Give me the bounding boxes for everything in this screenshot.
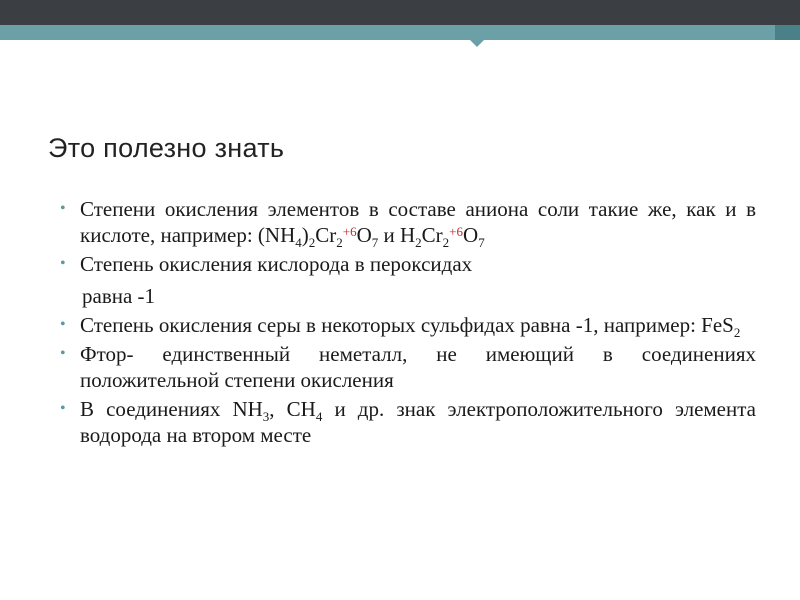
bullet-item-sulfide-sulfur: • Степень окисления серы в некоторых сульфидах равна -1, например: FeS$_2$ (60, 313, 741, 340)
header-dark-band (0, 0, 800, 25)
header-teal-band (0, 25, 800, 40)
bullet-item-hydrogen-compounds: • В соединениях $NH_3$, $CH_4$ и др. знак электроположительного элемента водорода на втором месте (60, 397, 756, 447)
bullet-icon: • (60, 200, 66, 217)
bullet-item-peroxide-oxygen: • Степень окисления кислорода в пероксидах (60, 252, 473, 276)
bullet-item-peroxide-value: равна -1 (82, 284, 156, 308)
header-triangle-marker (470, 40, 484, 47)
bullet-list (60, 196, 756, 451)
bullet-item-fluorine: • Фтор- единственный неметалл, не имеющий в соединениях положительной степени окисления (60, 342, 756, 392)
bullet-icon: • (60, 345, 66, 362)
bullet-item-anion-oxidation: • Степени окисления элементов в составе аниона соли такие же, как и в кислоте, например: $(NH_4)_2Cr_2^{+6}O_7$ и $H_2Cr_2^{+6}O_7$ (60, 197, 756, 250)
bullet-icon: • (60, 316, 66, 333)
header-teal-corner (775, 25, 800, 40)
bullet-icon: • (60, 400, 66, 417)
bullet-icon: • (60, 255, 66, 272)
slide-title: Это полезно знать (48, 133, 285, 163)
